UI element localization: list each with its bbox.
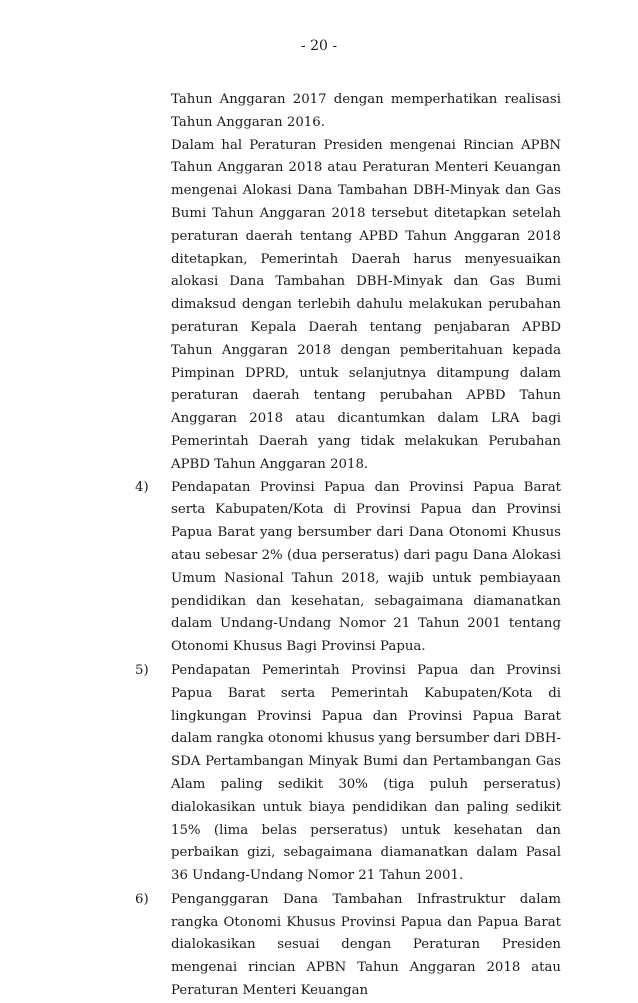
list-item-number: 6) (135, 891, 149, 907)
list-item-text: Pendapatan Provinsi Papua dan Provinsi Papua Barat serta Kabupaten/Kota di Provinsi Papua dan Provinsi Papua Barat yang bersumber dari Dana Otonomi Khusus atau sebesar 2% (dua perseratus) dari pagu Dana Alokasi Umum Nasional Tahun 2018, wajib untuk pembiayaan pendidikan dan kesehatan, sebagaimana diamanatkan dalam Undang-Undang Nomor 21 Tahun 2001 tentang Otonomi Khusus Bagi Provinsi Papua. (171, 479, 561, 655)
list-item-5 (135, 660, 561, 888)
document-body (135, 89, 561, 1003)
list-item-4 (135, 477, 561, 659)
list-item-number: 5) (135, 662, 149, 678)
list-item-text: Pendapatan Pemerintah Provinsi Papua dan Provinsi Papua Barat serta Pemerintah Kabupaten/Kota di lingkungan Provinsi Papua dan Provinsi Papua Barat dalam rangka otonomi khusus yang bersumber dari DBH-SDA Pertambangan Minyak Bumi dan Pertambangan Gas Alam paling sedikit 30% (tiga puluh perseratus) dialokasikan untuk biaya pendidikan dan paling sedikit 15% (lima belas perseratus) untuk kesehatan dan perbaikan gizi, sebagaimana diamanatkan dalam Pasal 36 Undang-Undang Nomor 21 Tahun 2001. (171, 662, 561, 884)
list-item-text: Penganggaran Dana Tambahan Infrastruktur dalam rangka Otonomi Khusus Provinsi Papua dan Papua Barat dialokasikan sesuai dengan Peraturan Presiden mengenai rincian APBN Tahun Anggaran 2018 atau Peraturan Menteri Keuangan (171, 891, 561, 999)
list-item-number: 4) (135, 479, 149, 495)
paragraph-adjustment: Dalam hal Peraturan Presiden mengenai Rincian APBN Tahun Anggaran 2018 atau Peraturan Menteri Keuangan mengenai Alokasi Dana Tambahan DBH-Minyak dan Gas Bumi Tahun Anggaran 2018 tersebut ditetapkan setelah peraturan daerah tentang APBD Tahun Anggaran 2018 ditetapkan, Pemerintah Daerah harus menyesuaikan alokasi Dana Tambahan DBH-Minyak dan Gas Bumi dimaksud dengan terlebih dahulu melakukan perubahan peraturan Kepala Daerah tentang penjabaran APBD Tahun Anggaran 2018 dengan pemberitahuan kepada Pimpinan DPRD, untuk selanjutnya ditampung dalam peraturan daerah tentang perubahan APBD Tahun Anggaran 2018 atau dicantumkan dalam LRA bagi Pemerintah Daerah yang tidak melakukan Perubahan APBD Tahun Anggaran 2018. (171, 137, 561, 472)
paragraph-continuation: Tahun Anggaran 2017 dengan memperhatikan realisasi Tahun Anggaran 2016. (171, 92, 561, 130)
page-number: - 20 - (300, 38, 338, 54)
list-item-6 (135, 889, 561, 1003)
